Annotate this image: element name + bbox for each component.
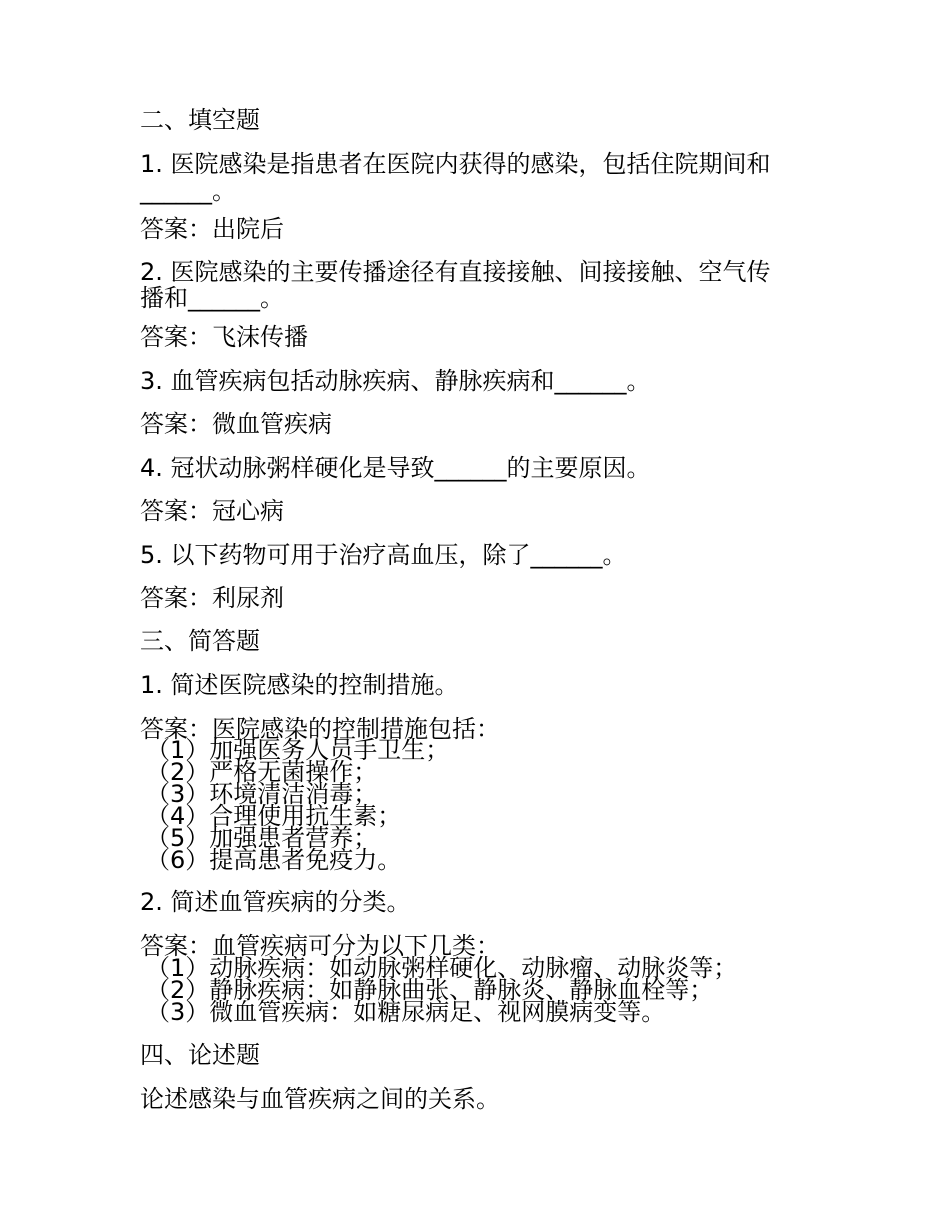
fill-blank-answer-2: 答案：飞沫传播 (140, 323, 308, 351)
fill-blank-question-5: 5. 以下药物可用于治疗高血压，除了______。 (140, 541, 627, 569)
short-answer-1-item: （2）严格无菌操作； (146, 758, 378, 786)
short-answer-2-item: （2）静脉疾病：如静脉曲张、静脉炎、静脉血栓等； (146, 976, 714, 1004)
short-answer-1-item: （1）加强医务人员手卫生； (146, 736, 450, 764)
short-answer-2-answer-intro: 答案：血管疾病可分为以下几类： (140, 932, 500, 960)
fill-blank-question-3: 3. 血管疾病包括动脉疾病、静脉疾病和______。 (140, 367, 651, 395)
short-answer-1-item: （5）加强患者营养； (146, 824, 378, 852)
short-answer-question-2: 2. 简述血管疾病的分类。 (140, 888, 411, 916)
short-answer-2-item: （1）动脉疾病：如动脉粥样硬化、动脉瘤、动脉炎等； (146, 954, 738, 982)
section-heading-fill-blank: 二、填空题 (140, 106, 260, 134)
short-answer-1-item: （3）环境清洁消毒； (146, 780, 378, 808)
fill-blank-answer-4: 答案：冠心病 (140, 497, 284, 525)
fill-blank-answer-5: 答案：利尿剂 (140, 584, 284, 612)
fill-blank-question-4: 4. 冠状动脉粥样硬化是导致______的主要原因。 (140, 454, 651, 482)
fill-blank-answer-3: 答案：微血管疾病 (140, 410, 332, 438)
short-answer-1-item: （4）合理使用抗生素； (146, 802, 402, 830)
fill-blank-question-1-line-2: ______。 (140, 177, 236, 205)
fill-blank-answer-1: 答案：出院后 (140, 215, 284, 243)
fill-blank-question-2-line-1: 2. 医院感染的主要传播途径有直接接触、间接接触、空气传 (140, 258, 771, 286)
short-answer-2-item: （3）微血管疾病：如糖尿病足、视网膜病变等。 (146, 998, 666, 1026)
fill-blank-question-2-line-2: 播和______。 (140, 284, 284, 312)
essay-question: 论述感染与血管疾病之间的关系。 (140, 1085, 500, 1113)
short-answer-question-1: 1. 简述医院感染的控制措施。 (140, 671, 459, 699)
section-heading-essay: 四、论述题 (140, 1041, 260, 1069)
short-answer-1-answer-intro: 答案：医院感染的控制措施包括： (140, 715, 500, 743)
short-answer-1-item: （6）提高患者免疫力。 (146, 846, 402, 874)
fill-blank-question-1-line-1: 1. 医院感染是指患者在医院内获得的感染，包括住院期间和 (140, 150, 771, 178)
section-heading-short-answer: 三、简答题 (140, 627, 260, 655)
